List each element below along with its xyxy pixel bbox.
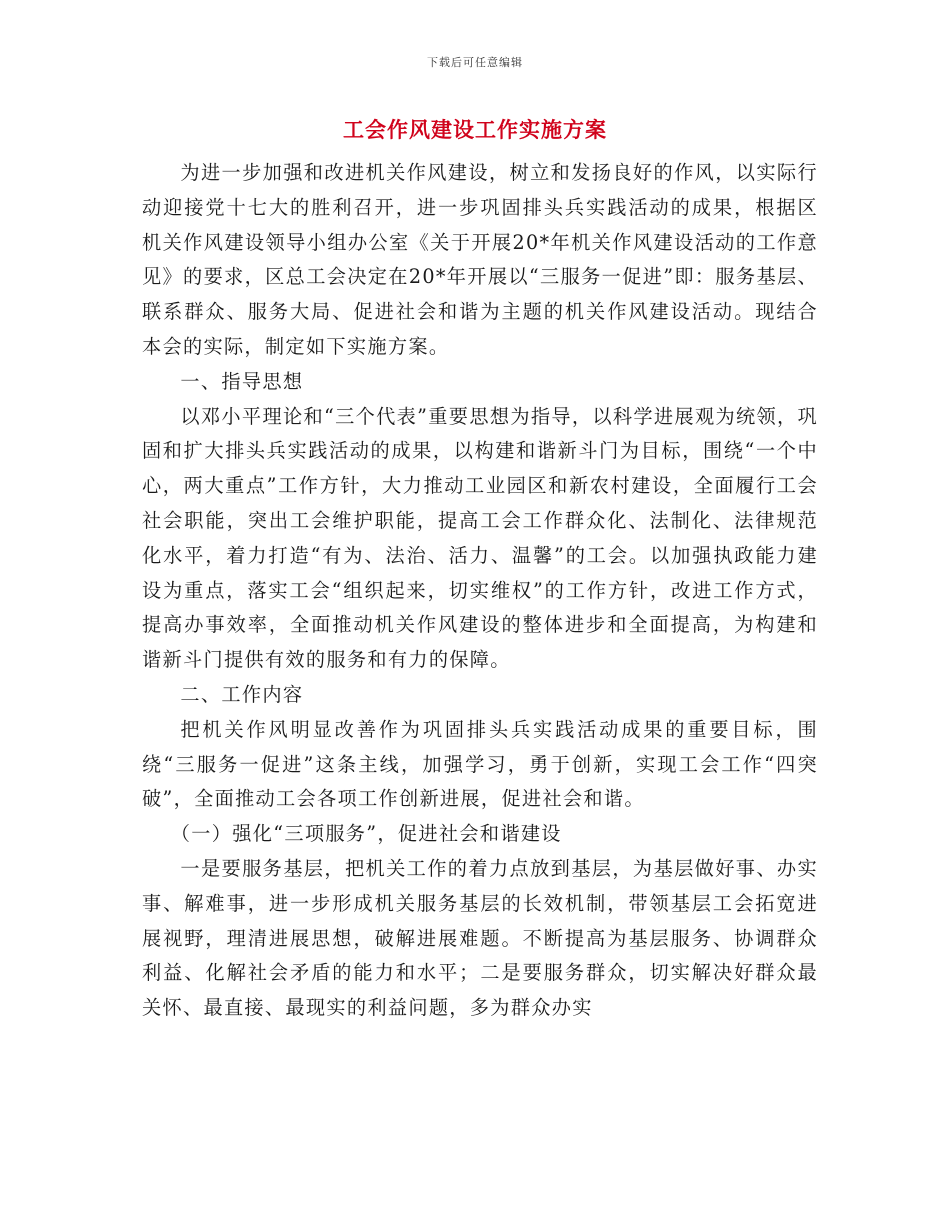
- work-content-paragraph: 把机关作风明显改善作为巩固排头兵实践活动成果的重要目标，围绕“三服务一促进”这条主线，加强学习，勇于创新，实现工会工作“四突破”，全面推动工会各项工作创新进展，促进社会和谐。: [142, 717, 818, 811]
- document-title: 工会作风建设工作实施方案: [343, 117, 607, 142]
- section-heading-work-content: 二、工作内容: [180, 682, 304, 706]
- guiding-thought-paragraph: 以邓小平理论和“三个代表”重要思想为指导，以科学进展观为统领，巩固和扩大排头兵实践活动的成果，以构建和谐新斗门为目标，围绕“一个中心，两大重点”工作方针，大力推动工业园区和新农村建设，全面履行工会社会职能，突出工会维护职能，提高工会工作群众化、法制化、法律规范化水平，着力打造“有为、法治、活力、温馨”的工会。以加强执政能力建设为重点，落实工会“组织起来，切实维权”的工作方针，改进工作方式，提高办事效率，全面推动机关作风建设的整体进步和全面提高，为构建和谐新斗门提供有效的服务和有力的保障。: [142, 404, 818, 672]
- intro-paragraph: 为进一步加强和改进机关作风建设，树立和发扬良好的作风，以实际行动迎接党十七大的胜利召开，进一步巩固排头兵实践活动的成果，根据区机关作风建设领导小组办公室《关于开展20*年机关作风建设活动的工作意见》的要求，区总工会决定在20*年开展以“三服务一促进”即：服务基层、联系群众、服务大局、促进社会和谐为主题的机关作风建设活动。现结合本会的实际，制定如下实施方案。: [142, 161, 818, 358]
- subsection-heading-three-services: （一）强化“三项服务”，促进社会和谐建设: [170, 822, 562, 846]
- header-note: 下载后可任意编辑: [427, 56, 523, 69]
- section-heading-guiding-thought: 一、指导思想: [180, 369, 304, 393]
- document-body: [142, 156, 818, 1026]
- three-services-paragraph: 一是要服务基层，把机关工作的着力点放到基层，为基层做好事、办实事、解难事，进一步形成机关服务基层的长效机制，带领基层工会拓宽进展视野，理清进展思想，破解进展难题。不断提高为基层服务、协调群众利益、化解社会矛盾的能力和水平；二是要服务群众，切实解决好群众最关怀、最直接、最现实的利益问题，多为群众办实: [142, 856, 818, 1020]
